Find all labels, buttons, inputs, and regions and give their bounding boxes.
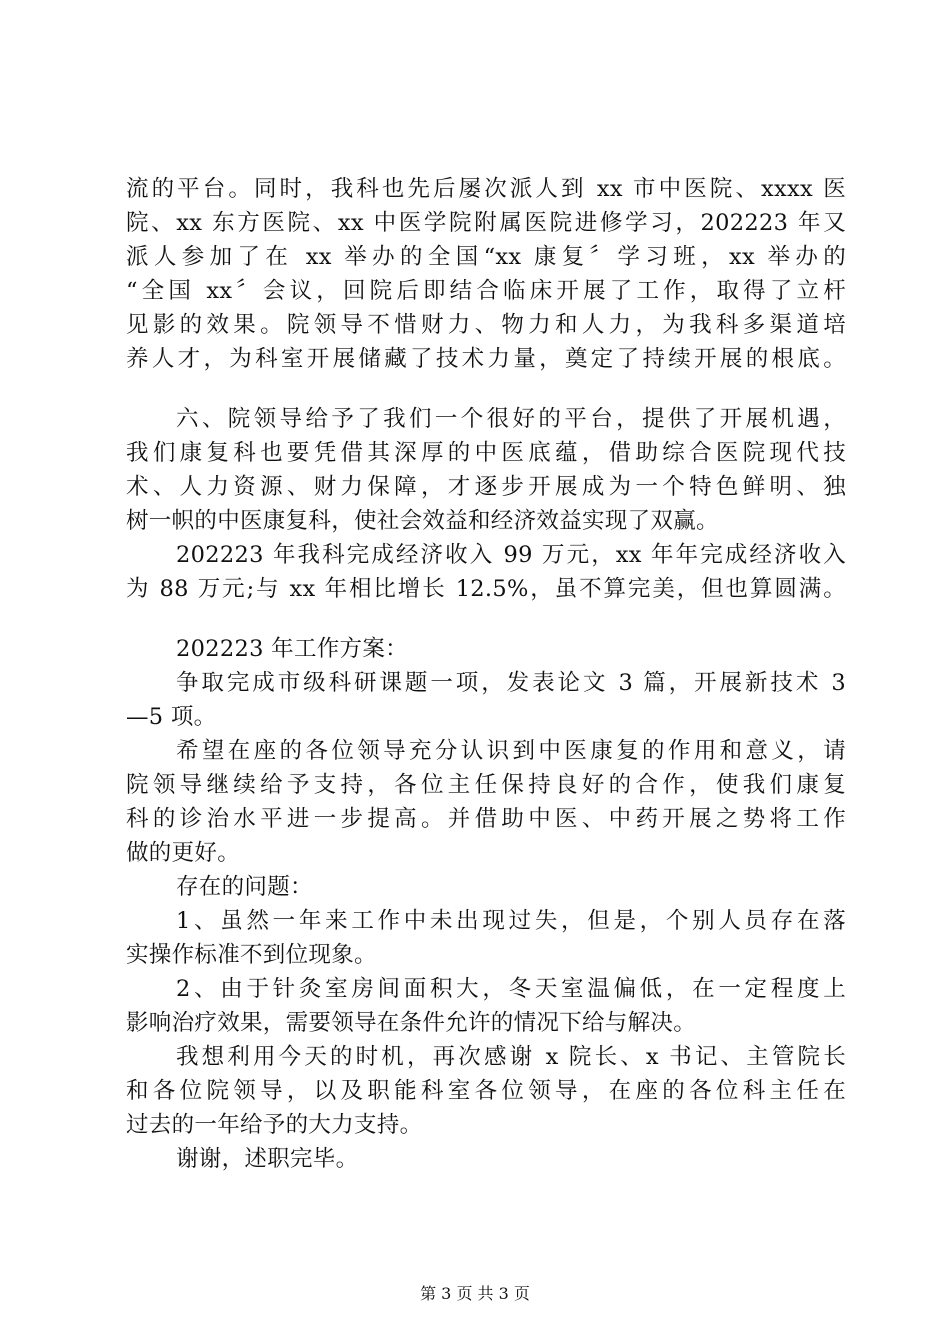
text-line: “全国 xx〞会议，回院后即结合临床开展了工作，取得了立杆 — [126, 278, 846, 304]
text-line: 院领导继续给予支持，各位主任保持良好的合作，使我们康复 — [126, 772, 846, 798]
text-line: 和各位院领导，以及职能科室各位领导，在座的各位科主任在 — [126, 1078, 846, 1104]
text-line: 流的平台。同时，我科也先后屡次派人到 xx 市中医院、xxxx 医 — [126, 176, 846, 202]
text-line: 树一帜的中医康复科，使社会效益和经济效益实现了双赢。 — [126, 508, 719, 534]
text-line: 1、虽然一年来工作中未出现过失，但是，个别人员存在落 — [176, 908, 846, 934]
text-line: —5 项。 — [126, 704, 217, 730]
section-heading: 存在的问题： — [176, 874, 313, 900]
text-line: 术、人力资源、财力保障，才逐步开展成为一个特色鲜明、独 — [126, 474, 846, 500]
text-line: 2、由于针灸室房间面积大，冬天室温偏低，在一定程度上 — [176, 976, 846, 1002]
text-line: 争取完成市级科研课题一项，发表论文 3 篇，开展新技术 3 — [176, 670, 846, 696]
text-line: 科的诊治水平进一步提高。并借助中医、中药开展之势将工作 — [126, 806, 846, 832]
text-line: 院、xx 东方医院、xx 中医学院附属医院进修学习，202223 年又 — [126, 210, 846, 236]
text-line: 实操作标准不到位现象。 — [126, 942, 377, 968]
text-line: 六、院领导给予了我们一个很好的平台，提供了开展机遇， — [176, 406, 846, 432]
text-line: 谢谢，述职完毕。 — [176, 1146, 359, 1172]
text-line: 我们康复科也要凭借其深厚的中医底蕴，借助综合医院现代技 — [126, 440, 846, 466]
text-line: 做的更好。 — [126, 840, 241, 866]
text-line: 我想利用今天的时机，再次感谢 x 院长、x 书记、主管院长 — [176, 1044, 846, 1070]
page-number-footer: 第 3 页 共 3 页 — [420, 1284, 530, 1303]
text-line: 派人参加了在 xx 举办的全国“xx 康复〞学习班，xx 举办的 — [126, 244, 846, 270]
text-line: 为 88 万元;与 xx 年相比增长 12.5%，虽不算完美，但也算圆满。 — [126, 576, 846, 602]
text-line: 见影的效果。院领导不惜财力、物力和人力，为我科多渠道培 — [126, 312, 846, 338]
text-line: 养人才，为科室开展储藏了技术力量，奠定了持续开展的根底。 — [126, 346, 846, 372]
text-line: 202223 年我科完成经济收入 99 万元，xx 年年完成经济收入 — [176, 542, 846, 568]
text-line: 希望在座的各位领导充分认识到中医康复的作用和意义，请 — [176, 738, 846, 764]
section-heading: 202223 年工作方案： — [176, 636, 408, 662]
text-line: 影响治疗效果，需要领导在条件允许的情况下给与解决。 — [126, 1010, 697, 1036]
text-line: 过去的一年给予的大力支持。 — [126, 1112, 423, 1138]
